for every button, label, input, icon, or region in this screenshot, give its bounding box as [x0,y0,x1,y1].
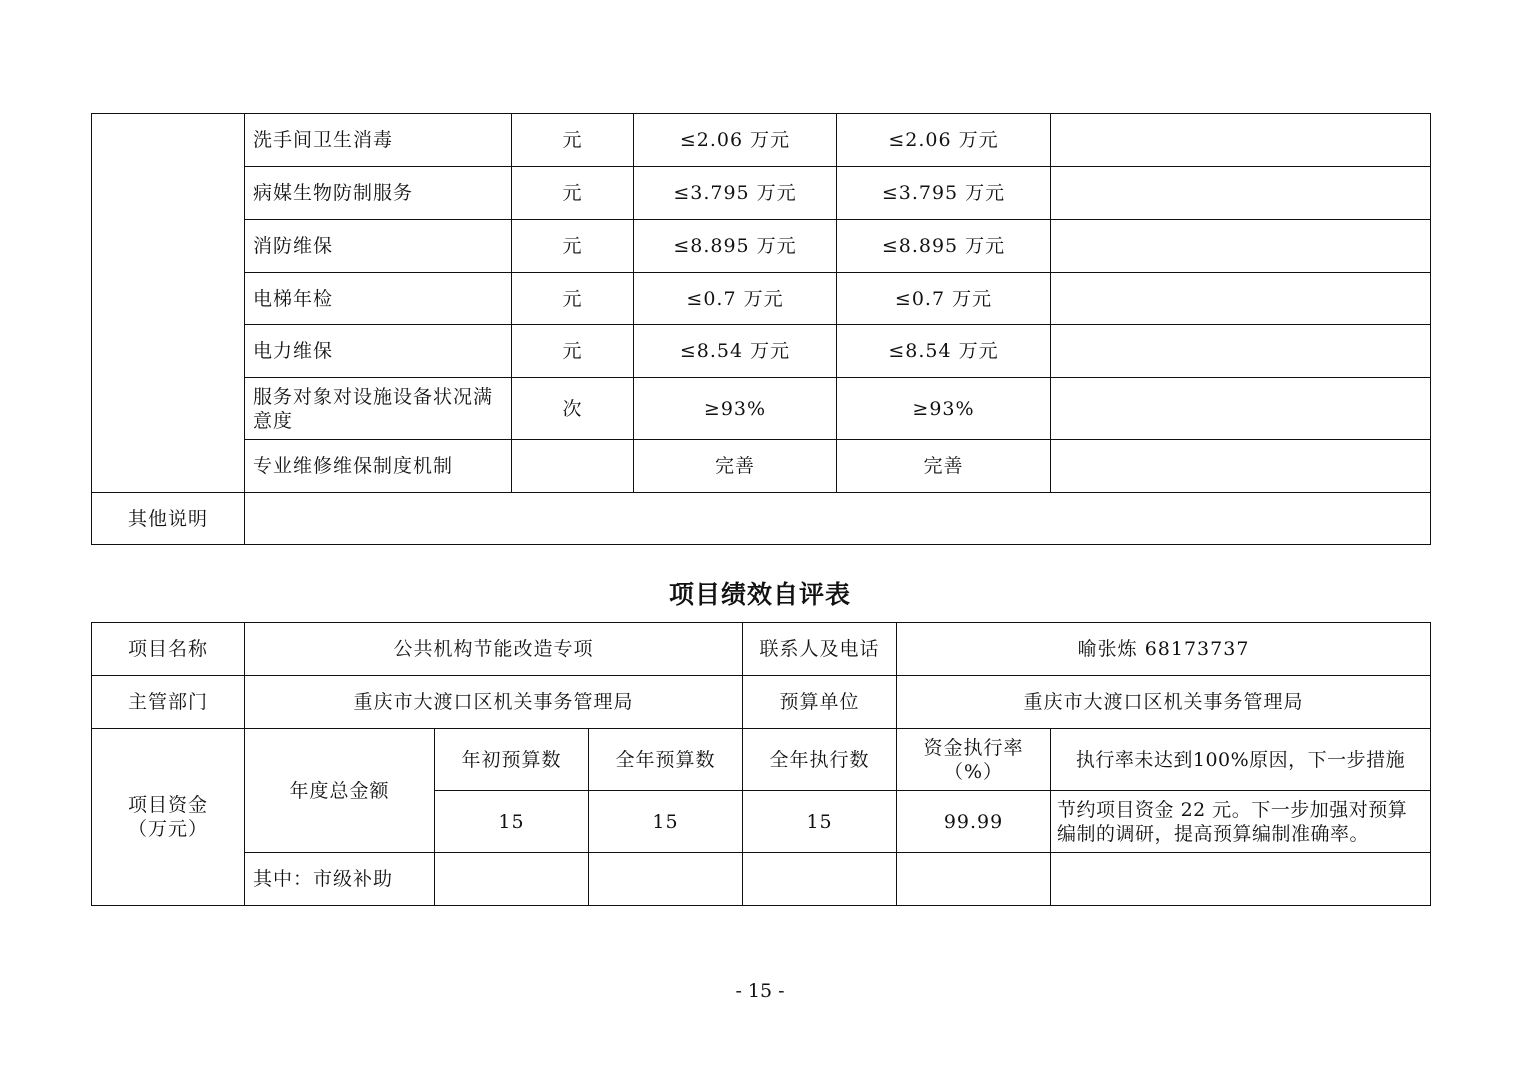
dept-label: 主管部门 [92,676,245,729]
annual-exec-value: 15 [743,791,897,853]
indicator-target: ≥93% [634,378,837,440]
initial-budget-header: 年初预算数 [435,729,589,791]
indicator-unit: 次 [512,378,634,440]
exec-rate-value: 99.99 [897,791,1051,853]
table-row [92,220,1431,273]
subsidy-reason [1051,853,1431,906]
indicator-remark [1051,114,1431,167]
table-row [92,167,1431,220]
table-row [92,493,1431,545]
reason-value: 节约项目资金 22 元。下一步加强对预算编制的调研，提高预算编制准确率。 [1051,791,1431,853]
reason-header: 执行率未达到100%原因，下一步措施 [1051,729,1431,791]
table-row [92,378,1431,440]
table-row [92,325,1431,378]
category-cell [92,114,245,493]
indicator-unit [512,440,634,493]
indicator-actual: ≤8.895 万元 [837,220,1051,273]
project-name-label: 项目名称 [92,623,245,676]
project-name-value: 公共机构节能改造专项 [245,623,743,676]
indicator-name: 专业维修维保制度机制 [245,440,512,493]
indicator-target: ≤2.06 万元 [634,114,837,167]
table-row [92,729,1431,791]
indicator-target: 完善 [634,440,837,493]
page-title: 项目绩效自评表 [668,580,851,609]
indicator-unit: 元 [512,273,634,325]
contact-label: 联系人及电话 [743,623,897,676]
indicator-remark [1051,378,1431,440]
indicator-actual: ≤3.795 万元 [837,167,1051,220]
indicator-table [91,113,1431,545]
table-row [92,440,1431,493]
indicator-actual: ≤8.54 万元 [837,325,1051,378]
indicator-remark [1051,220,1431,273]
indicator-name: 洗手间卫生消毒 [245,114,512,167]
indicator-target: ≤3.795 万元 [634,167,837,220]
budget-unit-label: 预算单位 [743,676,897,729]
indicator-unit: 元 [512,114,634,167]
subsidy-rate [897,853,1051,906]
table-row [92,114,1431,167]
subsidy-initial [435,853,589,906]
indicator-actual: ≤2.06 万元 [837,114,1051,167]
subsidy-exec [743,853,897,906]
indicator-name: 电梯年检 [245,273,512,325]
indicator-remark [1051,167,1431,220]
other-notes-value [245,493,1431,545]
indicator-remark [1051,325,1431,378]
indicator-actual: 完善 [837,440,1051,493]
indicator-remark [1051,440,1431,493]
indicator-target: ≤0.7 万元 [634,273,837,325]
indicator-target: ≤8.54 万元 [634,325,837,378]
indicator-actual: ≥93% [837,378,1051,440]
indicator-name: 消防维保 [245,220,512,273]
indicator-actual: ≤0.7 万元 [837,273,1051,325]
funds-label: 项目资金（万元） [92,729,245,906]
table-row [92,676,1431,729]
evaluation-table [91,622,1431,906]
subsidy-annual [589,853,743,906]
annual-budget-value: 15 [589,791,743,853]
indicator-unit: 元 [512,167,634,220]
table-row [92,273,1431,325]
other-notes-label: 其他说明 [92,493,245,545]
table-row [92,853,1431,906]
budget-unit-value: 重庆市大渡口区机关事务管理局 [897,676,1431,729]
indicator-unit: 元 [512,325,634,378]
annual-total-label: 年度总金额 [245,729,435,853]
exec-rate-header: 资金执行率（%） [897,729,1051,791]
indicator-name: 服务对象对设施设备状况满意度 [245,378,512,440]
table-row [92,623,1431,676]
annual-budget-header: 全年预算数 [589,729,743,791]
indicator-target: ≤8.895 万元 [634,220,837,273]
contact-value: 喻张炼 68173737 [897,623,1431,676]
indicator-unit: 元 [512,220,634,273]
indicator-name: 电力维保 [245,325,512,378]
indicator-name: 病媒生物防制服务 [245,167,512,220]
subsidy-label: 其中：市级补助 [245,853,435,906]
initial-budget-value: 15 [435,791,589,853]
indicator-remark [1051,273,1431,325]
page-number: - 15 - [735,980,785,1002]
annual-exec-header: 全年执行数 [743,729,897,791]
dept-value: 重庆市大渡口区机关事务管理局 [245,676,743,729]
